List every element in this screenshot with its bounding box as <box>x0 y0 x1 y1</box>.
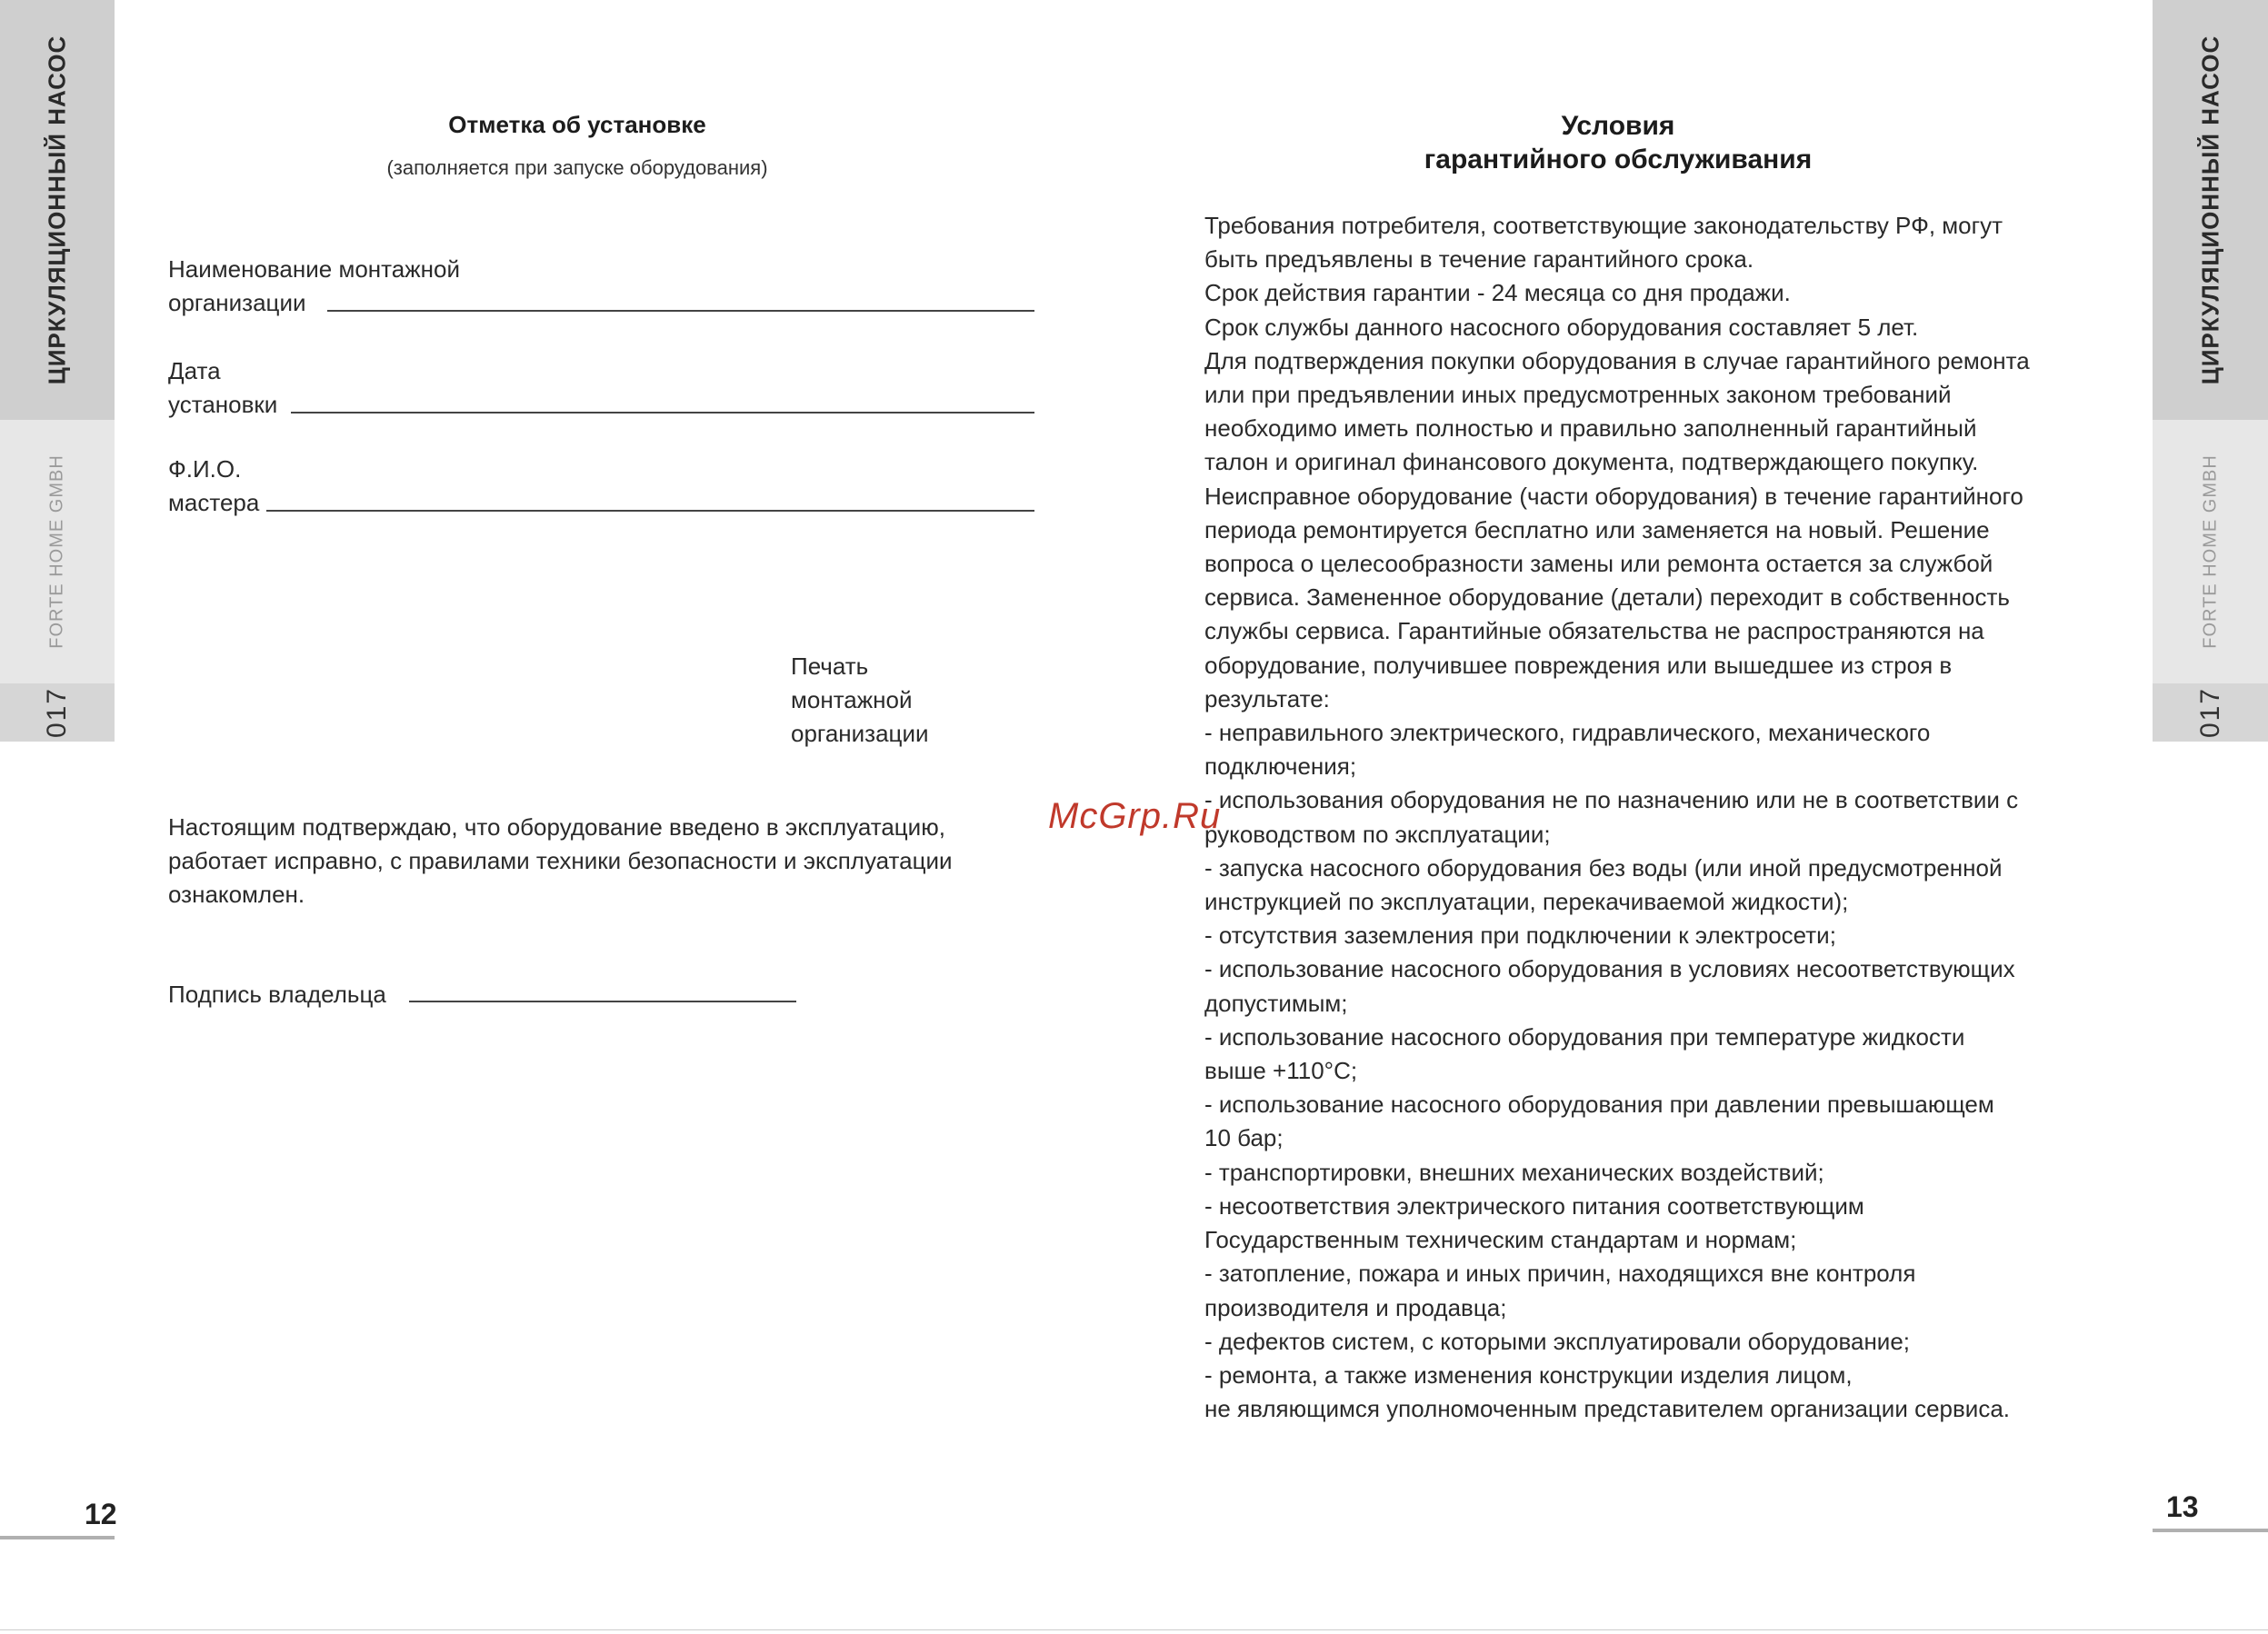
warranty-title-line-2: гарантийного обслуживания <box>1424 144 1813 174</box>
field-organization-label-1: Наименование монтажной <box>168 255 460 283</box>
warranty-line: - использование насосного оборудования при давлении превышающем <box>1204 1091 1994 1119</box>
side-tab-title-right <box>2153 0 2268 420</box>
page-number-rule-right <box>2153 1529 2268 1532</box>
warranty-line: - отсутствия заземления при подключении к электросети; <box>1204 922 1836 950</box>
field-organization-line[interactable] <box>327 310 1034 312</box>
warranty-line: Неисправное оборудование (части оборудования) в течение гарантийного <box>1204 482 2023 510</box>
side-tab-brand-text: FORTE HOME GMBH <box>2200 454 2220 649</box>
warranty-line: вопроса о целесообразности замены или ремонта остается за службой <box>1204 550 1993 578</box>
side-tab-code-text: 017 <box>2194 686 2225 739</box>
warranty-line: - использование насосного оборудования в условиях несоответствующих <box>1204 955 2015 983</box>
installation-subtitle: (заполняется при запуске оборудования) <box>386 156 768 179</box>
field-master-label-1: Ф.И.О. <box>168 455 242 483</box>
warranty-line: службы сервиса. Гарантийные обязательства не распространяются на <box>1204 617 1984 645</box>
field-master-line[interactable] <box>266 510 1034 512</box>
field-date-label-2: установки <box>168 391 278 418</box>
field-organization-label-2: организации <box>168 289 306 316</box>
signature-line[interactable] <box>409 1001 796 1002</box>
warranty-line: сервиса. Замененное оборудование (детали) переходит в собственность <box>1204 583 2010 612</box>
warranty-line: производителя и продавца; <box>1204 1293 1507 1321</box>
side-tab-brand-left <box>0 420 115 683</box>
warranty-line: - транспортировки, внешних механических воздействий; <box>1204 1158 1824 1186</box>
page-number-rule-left <box>0 1536 115 1539</box>
confirmation-line-1: Настоящим подтверждаю, что оборудование введено в эксплуатацию, <box>168 813 945 841</box>
warranty-line: Требования потребителя, соответствующие законодательству РФ, могут <box>1204 212 2003 239</box>
warranty-line: не являющимся уполномоченным представителем организации сервиса. <box>1204 1395 2011 1423</box>
warranty-line: периода ремонтируется бесплатно или заменяется на новый. Решение <box>1204 515 1990 543</box>
warranty-line: Для подтверждения покупки оборудования в случае гарантийного ремонта <box>1204 346 2030 374</box>
warranty-line: талон и оригинал финансового документа, подтверждающего покупку. <box>1204 448 1979 476</box>
warranty-line: допустимым; <box>1204 989 1348 1017</box>
warranty-line: выше +110°C; <box>1204 1057 1358 1085</box>
side-tab-title-left <box>0 0 115 420</box>
side-tab-brand-text: FORTE HOME GMBH <box>46 454 67 649</box>
page-number-right: 13 <box>2166 1490 2199 1523</box>
side-tab-title-text: ЦИРКУЛЯЦИОННЫЙ НАСОС <box>43 35 71 385</box>
watermark-logo: McGrp.Ru <box>1048 796 1222 836</box>
side-tab-code-right <box>2153 683 2268 742</box>
page-bottom-rule <box>0 1629 2268 1630</box>
field-date-line[interactable] <box>291 412 1034 413</box>
warranty-line: - запуска насосного оборудования без воды (или иной предусмотренной <box>1204 853 2003 882</box>
side-tab-code-text: 017 <box>42 686 72 739</box>
warranty-line: - ремонта, а также изменения конструкции изделия лицом, <box>1204 1360 1853 1389</box>
warranty-line: быть предъявлены в течение гарантийного срока. <box>1204 245 1754 274</box>
warranty-line: или при предъявлении иных предусмотренных законом требований <box>1204 381 1952 409</box>
warranty-line: 10 бар; <box>1204 1124 1284 1152</box>
installation-title: Отметка об установке <box>448 111 706 138</box>
side-tab-title-text: ЦИРКУЛЯЦИОННЫЙ НАСОС <box>2196 35 2223 385</box>
warranty-line: - дефектов систем, с которыми эксплуатировали оборудование; <box>1204 1327 1911 1355</box>
warranty-line: инструкцией по эксплуатации, перекачиваемой жидкости); <box>1204 888 1849 916</box>
warranty-line: - использование насосного оборудования при температуре жидкости <box>1204 1022 1965 1051</box>
warranty-line: Срок службы данного насосного оборудования составляет 5 лет. <box>1204 313 1919 341</box>
stamp-label-1: Печать <box>791 653 869 680</box>
warranty-line: подключения; <box>1204 752 1357 781</box>
field-master-label-2: мастера <box>168 489 260 516</box>
signature-label: Подпись владельца <box>168 981 386 1008</box>
warranty-line: - использования оборудования не по назначению или не в соответствии с <box>1204 786 2019 814</box>
side-tab-code-left <box>0 683 115 742</box>
page-number-left: 12 <box>85 1498 117 1530</box>
warranty-line: необходимо иметь полностью и правильно заполненный гарантийный <box>1204 414 1977 443</box>
stamp-label-2: монтажной <box>791 686 913 713</box>
confirmation-line-3: ознакомлен. <box>168 881 305 908</box>
warranty-title-line-1: Условия <box>1561 111 1675 141</box>
warranty-line: оборудование, получившее повреждения или вышедшее из строя в <box>1204 651 1953 679</box>
warranty-line: Государственным техническим стандартам и нормам; <box>1204 1226 1797 1254</box>
warranty-line: руководством по эксплуатации; <box>1204 820 1551 848</box>
warranty-line: - затопление, пожара и иных причин, находящихся вне контроля <box>1204 1260 1916 1288</box>
stamp-label-3: организации <box>791 720 929 747</box>
side-tab-brand-right <box>2153 420 2268 683</box>
warranty-conditions-text <box>1204 209 2104 1426</box>
warranty-line: результате: <box>1204 684 1330 712</box>
confirmation-line-2: работает исправно, с правилами техники безопасности и эксплуатации <box>168 847 953 874</box>
warranty-line: - несоответствия электрического питания соответствующим <box>1204 1191 1864 1220</box>
field-date-label-1: Дата <box>168 357 221 384</box>
warranty-line: - неправильного электрического, гидравлического, механического <box>1204 719 1931 747</box>
warranty-line: Срок действия гарантии - 24 месяца со дня продажи. <box>1204 279 1791 307</box>
